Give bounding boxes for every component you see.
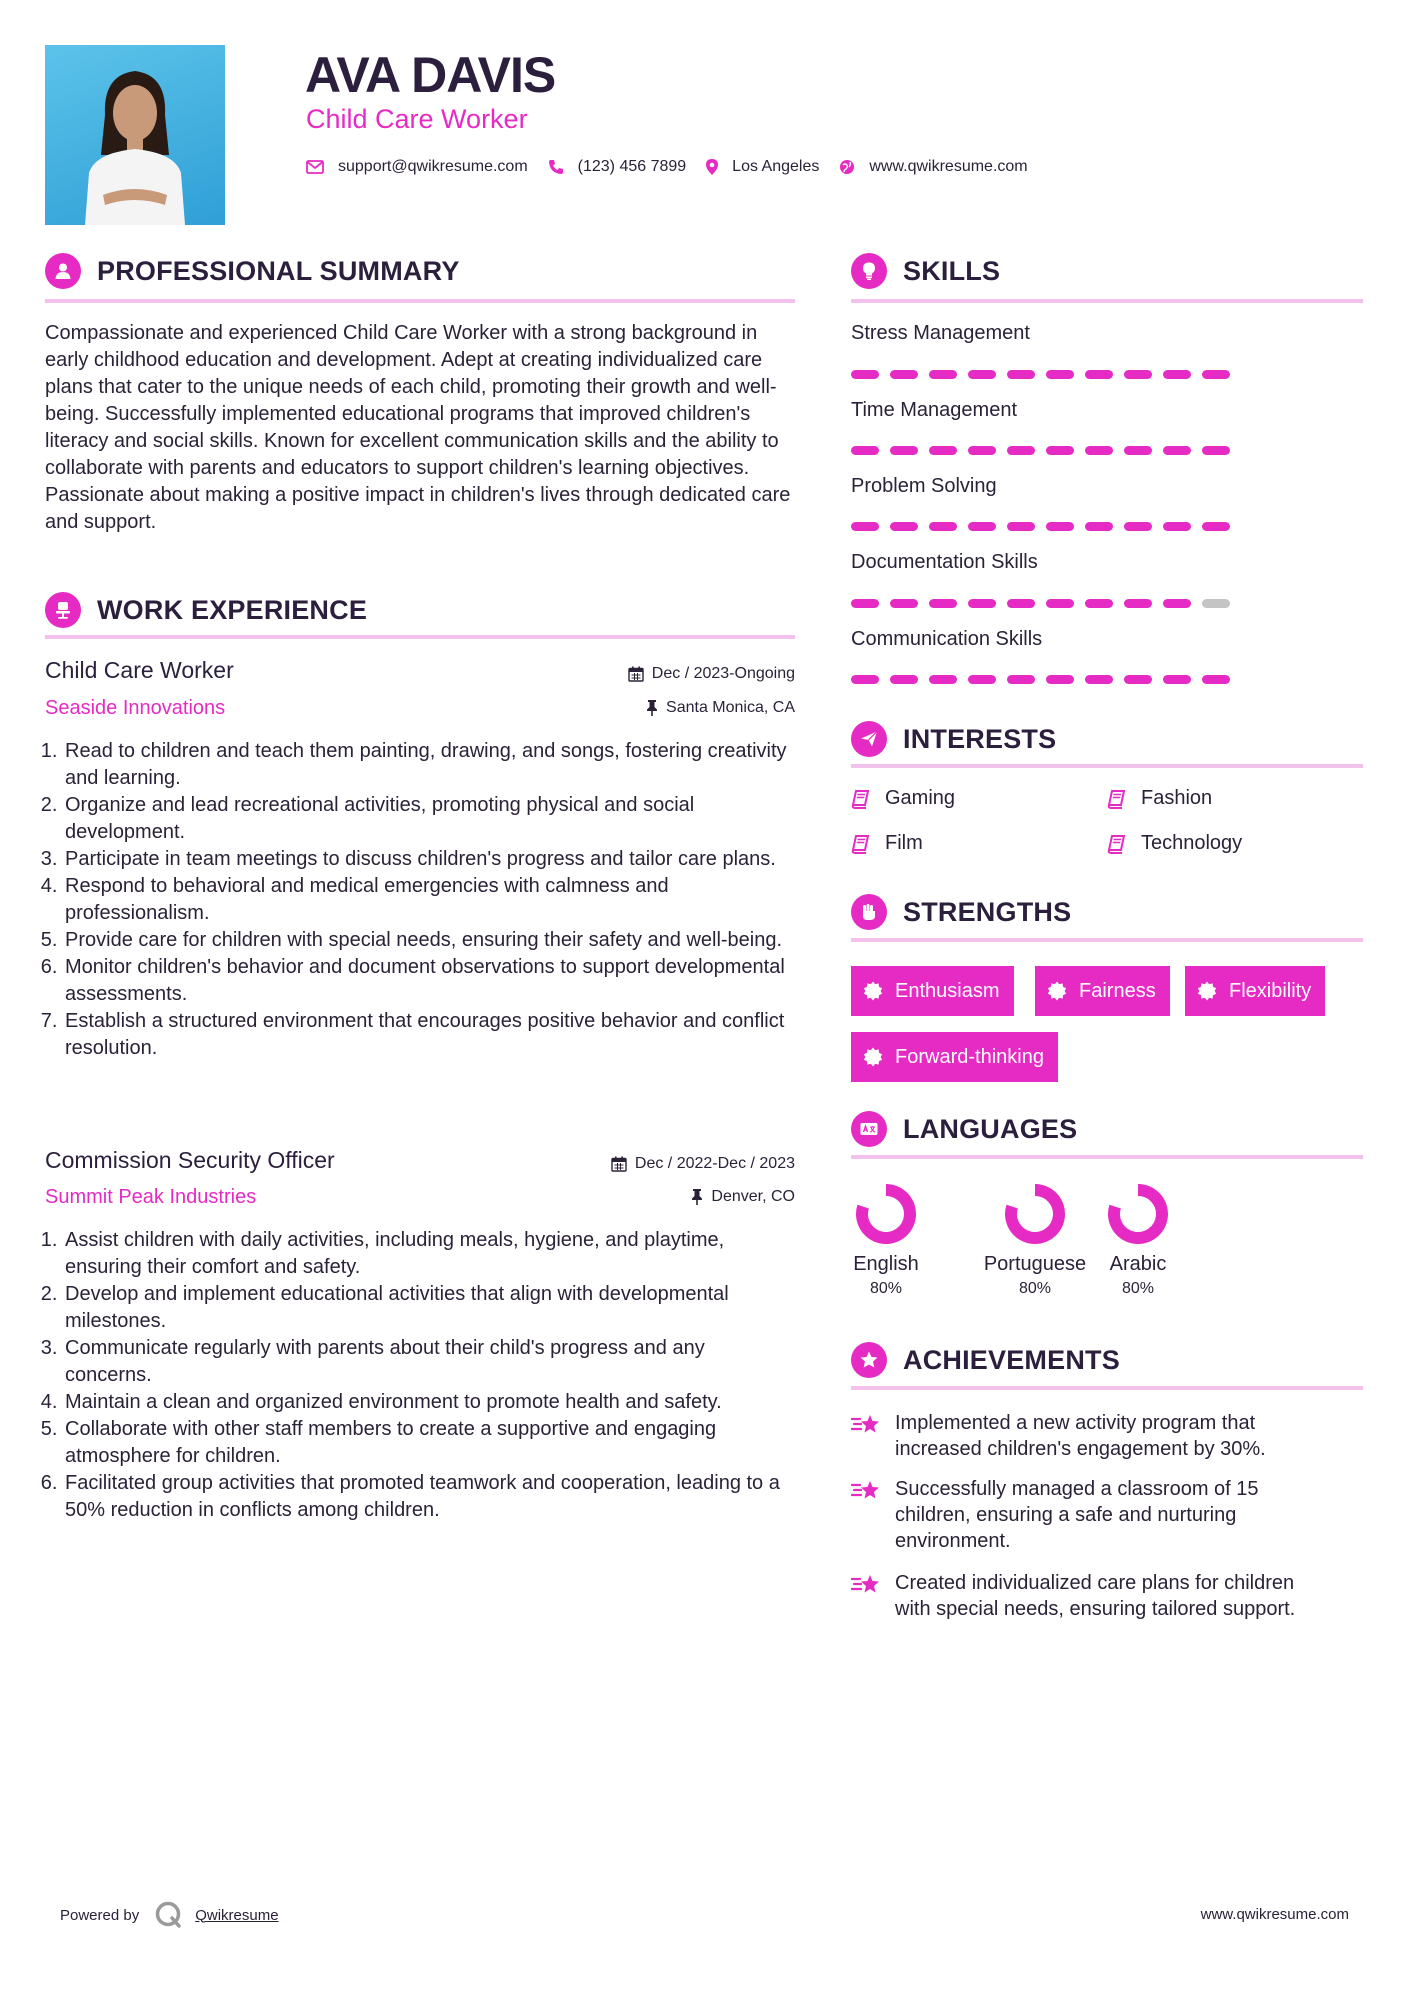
- strength-chip: [1035, 966, 1170, 1016]
- candidate-name: AVA DAVIS: [305, 47, 556, 103]
- duty-item: 7. Establish a structured environment that encourages positive behavior and conflict resolution.: [63, 1008, 795, 1062]
- profile-photo: [45, 45, 225, 225]
- interest-item: [851, 787, 955, 810]
- skill-meter: [851, 522, 1241, 531]
- summary-title: PROFESSIONAL SUMMARY: [97, 255, 460, 286]
- interest-item: [851, 832, 923, 855]
- skill-dash-filled: [1085, 599, 1113, 608]
- job-2-dates-text: Dec / 2022-Dec / 2023: [634, 1155, 795, 1172]
- skills-heading: [851, 253, 1000, 289]
- job-1-dates-text: Dec / 2023-Ongoing: [651, 665, 795, 682]
- skill-dash-filled: [1124, 446, 1152, 455]
- website-text: www.qwikresume.com: [869, 158, 1028, 175]
- skill-label-time-management: Time Management: [851, 399, 1017, 421]
- phone-text: (123) 456 7899: [577, 158, 687, 175]
- candidate-role: Child Care Worker: [306, 104, 528, 134]
- envelope-icon: [306, 160, 324, 174]
- skill-dash-filled: [890, 522, 918, 531]
- skill-dash-empty: [1202, 599, 1230, 608]
- duty-item: 3. Communicate regularly with parents about their child's progress and any concerns.: [63, 1335, 795, 1389]
- calendar-icon: [628, 666, 644, 682]
- duty-item: 6. Monitor children's behavior and document observations to support developmental assessments.: [63, 954, 795, 1008]
- interests-divider: [851, 764, 1363, 768]
- fist-icon: [851, 894, 887, 930]
- translate-icon: [851, 1111, 887, 1147]
- strength-chip: [851, 966, 1014, 1016]
- skills-title: SKILLS: [903, 255, 1001, 286]
- language-ring: [1106, 1182, 1170, 1246]
- calendar-icon: [611, 1156, 627, 1172]
- languages-divider: [851, 1155, 1363, 1159]
- skill-dash-filled: [1163, 370, 1191, 379]
- job-2-location: [691, 1188, 795, 1206]
- book-icon: [1107, 834, 1127, 854]
- strength-label: Flexibility: [1229, 979, 1312, 1002]
- skill-dash-filled: [851, 370, 879, 379]
- skill-dash-filled: [851, 522, 879, 531]
- footer-powered-by: [60, 1900, 279, 1930]
- job-1-dates: [628, 665, 795, 683]
- interest-item: [1107, 787, 1212, 810]
- footer-website[interactable]: www.qwikresume.com: [1200, 1906, 1349, 1923]
- interest-label: Fashion: [1141, 787, 1213, 809]
- skill-dash-filled: [1202, 370, 1230, 379]
- badge-burst-icon: [863, 1047, 883, 1067]
- duty-item: 2. Organize and lead recreational activities, promoting physical and social development.: [63, 792, 795, 846]
- skill-label-stress-management: Stress Management: [851, 322, 1030, 344]
- skill-dash-filled: [929, 675, 957, 684]
- strengths-heading: [851, 894, 1071, 930]
- achievements-heading: [851, 1342, 1120, 1378]
- interest-label: Gaming: [885, 787, 956, 809]
- skill-dash-filled: [1046, 599, 1074, 608]
- summary-text: Compassionate and experienced Child Care Worker with a strong background in early childhood education and development. Adept at creating individualized care plans that cater to the unique needs of each child, promoting their growth and well-being. Successfully implemented educational programs that improved children's literacy and social skills. Known for excellent communication skills and the ability to collaborate with parents and educators to support children's learning objectives. Passionate about making a positive impact in children's lives through dedicated care and support.: [45, 322, 791, 533]
- duty-item: 1. Read to children and teach them painting, drawing, and songs, fostering creativity and learning.: [63, 738, 795, 792]
- interests-heading: [851, 721, 1056, 757]
- skill-dash-filled: [1124, 599, 1152, 608]
- skill-meter: [851, 675, 1241, 684]
- contact-email[interactable]: [306, 158, 528, 176]
- achievement-text: Successfully managed a classroom of 15 children, ensuring a safe and nurturing environment.: [895, 1478, 1259, 1552]
- skill-label-problem-solving: Problem Solving: [851, 475, 997, 497]
- duty-item: 5. Collaborate with other staff members to create a supportive and engaging atmosphere for children.: [63, 1416, 795, 1470]
- email-text: support@qwikresume.com: [338, 158, 528, 175]
- language-ring: [854, 1182, 918, 1246]
- experience-title: WORK EXPERIENCE: [97, 594, 368, 625]
- duty-item: 4. Respond to behavioral and medical emergencies with calmness and professionalism.: [63, 873, 795, 927]
- skill-dash-filled: [890, 675, 918, 684]
- skill-dash-filled: [1085, 522, 1113, 531]
- interest-item: [1107, 832, 1242, 855]
- contact-location: [706, 158, 819, 176]
- job-1-location: [646, 699, 795, 717]
- skill-dash-filled: [968, 522, 996, 531]
- skill-dash-filled: [890, 599, 918, 608]
- pushpin-icon: [691, 1189, 703, 1205]
- duty-item: 2. Develop and implement educational activities that align with developmental milestones.: [63, 1281, 795, 1335]
- skill-dash-filled: [1046, 675, 1074, 684]
- strength-chip: [1185, 966, 1325, 1016]
- skill-dash-filled: [890, 446, 918, 455]
- strengths-title: STRENGTHS: [903, 896, 1072, 927]
- skill-dash-filled: [851, 675, 879, 684]
- book-icon: [1107, 789, 1127, 809]
- job-2-location-text: Denver, CO: [711, 1188, 795, 1205]
- badge-burst-icon: [863, 981, 883, 1001]
- briefcase-chair-icon: [45, 592, 81, 628]
- skill-dash-filled: [1085, 370, 1113, 379]
- skill-dash-filled: [968, 599, 996, 608]
- interest-label: Technology: [1141, 832, 1243, 854]
- strengths-divider: [851, 938, 1363, 942]
- language-name: Arabic: [1109, 1253, 1167, 1275]
- shooting-star-icon: [851, 1413, 883, 1437]
- skill-dash-filled: [1085, 675, 1113, 684]
- skill-dash-filled: [1085, 446, 1113, 455]
- skill-dash-filled: [1007, 599, 1035, 608]
- interest-label: Film: [885, 832, 923, 854]
- language-name: English: [853, 1253, 919, 1275]
- experience-divider: [45, 635, 795, 639]
- badge-burst-icon: [1197, 981, 1217, 1001]
- skill-meter: [851, 370, 1241, 379]
- language-percent: 80%: [1018, 1280, 1052, 1297]
- badge-burst-icon: [1047, 981, 1067, 1001]
- skill-dash-filled: [1007, 446, 1035, 455]
- duty-item: 5. Provide care for children with special needs, ensuring their safety and well-being.: [63, 927, 795, 954]
- skill-dash-filled: [851, 446, 879, 455]
- language-ring-arc: [1011, 1190, 1059, 1238]
- language-name: Portuguese: [983, 1253, 1087, 1275]
- skill-meter: [851, 599, 1241, 608]
- star-badge-icon: [851, 1342, 887, 1378]
- shooting-star-icon: [851, 1479, 883, 1503]
- skill-dash-filled: [929, 599, 957, 608]
- user-icon: [45, 253, 81, 289]
- paper-plane-icon: [851, 721, 887, 757]
- achievement-item: [851, 1410, 1331, 1462]
- language-percent: 80%: [1121, 1280, 1155, 1297]
- book-icon: [851, 834, 871, 854]
- job-2-title: Commission Security Officer: [45, 1147, 335, 1173]
- skill-dash-filled: [1124, 675, 1152, 684]
- job-1-company: Seaside Innovations: [45, 697, 226, 719]
- skill-label-communication-skills: Communication Skills: [851, 628, 1043, 650]
- skill-dash-filled: [929, 446, 957, 455]
- skill-dash-filled: [1124, 370, 1152, 379]
- strength-label: Enthusiasm: [895, 979, 1000, 1002]
- strength-chip: [851, 1032, 1058, 1082]
- achievement-text: Implemented a new activity program that increased children's engagement by 30%.: [895, 1412, 1266, 1460]
- skill-dash-filled: [1046, 522, 1074, 531]
- qwikresume-link[interactable]: Qwikresume: [195, 1906, 279, 1924]
- skill-dash-filled: [1202, 675, 1230, 684]
- achievement-item: [851, 1570, 1331, 1622]
- lightbulb-icon: [851, 253, 887, 289]
- skill-label-documentation-skills: Documentation Skills: [851, 551, 1038, 573]
- skill-dash-filled: [1202, 446, 1230, 455]
- job-1-duties: [45, 738, 795, 1062]
- skill-dash-filled: [929, 370, 957, 379]
- language-item: [980, 1182, 1090, 1298]
- language-ring: [1003, 1182, 1067, 1246]
- skill-dash-filled: [968, 446, 996, 455]
- summary-heading: [45, 253, 460, 289]
- skill-dash-filled: [1163, 446, 1191, 455]
- skill-dash-filled: [1007, 675, 1035, 684]
- skill-dash-filled: [1202, 522, 1230, 531]
- summary-divider: [45, 299, 795, 303]
- shooting-star-icon: [851, 1573, 883, 1597]
- skill-dash-filled: [1046, 446, 1074, 455]
- duty-item: 3. Participate in team meetings to discuss children's progress and tailor care plans.: [63, 846, 795, 873]
- job-2-company: Summit Peak Industries: [45, 1186, 257, 1208]
- language-ring-arc: [862, 1190, 910, 1238]
- language-item: [1083, 1182, 1193, 1298]
- contact-website[interactable]: [839, 158, 1027, 176]
- language-ring-arc: [1114, 1190, 1162, 1238]
- skill-dash-filled: [1163, 522, 1191, 531]
- skill-dash-filled: [1046, 370, 1074, 379]
- skill-dash-filled: [1007, 522, 1035, 531]
- skill-meter: [851, 446, 1241, 455]
- duty-item: 4. Maintain a clean and organized environment to promote health and safety.: [63, 1389, 795, 1416]
- skill-dash-filled: [1163, 599, 1191, 608]
- contact-bar: [306, 158, 1048, 176]
- pushpin-icon: [646, 700, 658, 716]
- achievement-text: Created individualized care plans for children with special needs, ensuring tailored support.: [895, 1572, 1296, 1620]
- achievement-item: [851, 1476, 1331, 1554]
- qwikresume-logo-icon: [153, 1900, 185, 1930]
- book-icon: [851, 789, 871, 809]
- interests-title: INTERESTS: [903, 723, 1057, 754]
- phone-icon: [548, 159, 564, 175]
- contact-phone[interactable]: [548, 158, 687, 176]
- achievements-title: ACHIEVEMENTS: [903, 1344, 1120, 1375]
- skill-dash-filled: [890, 370, 918, 379]
- job-2-dates: [611, 1155, 795, 1173]
- skill-dash-filled: [1124, 522, 1152, 531]
- strength-label: Forward-thinking: [895, 1045, 1044, 1068]
- skill-dash-filled: [968, 675, 996, 684]
- skill-dash-filled: [1007, 370, 1035, 379]
- globe-icon: [839, 159, 855, 175]
- job-2-duties: [45, 1227, 795, 1524]
- map-pin-icon: [706, 159, 718, 175]
- skill-dash-filled: [1163, 675, 1191, 684]
- skill-dash-filled: [968, 370, 996, 379]
- job-1-title: Child Care Worker: [45, 657, 234, 683]
- strength-label: Fairness: [1079, 979, 1156, 1002]
- skill-dash-filled: [851, 599, 879, 608]
- experience-heading: [45, 592, 367, 628]
- duty-item: 6. Facilitated group activities that promoted teamwork and cooperation, leading to a 50% reduction in conflicts among children.: [63, 1470, 795, 1524]
- powered-by-text: Powered by: [60, 1906, 140, 1924]
- language-item: [831, 1182, 941, 1298]
- language-percent: 80%: [869, 1280, 903, 1297]
- duty-item: 1. Assist children with daily activities, including meals, hygiene, and playtime, ensuring their comfort and safety.: [63, 1227, 795, 1281]
- job-1-location-text: Santa Monica, CA: [666, 699, 795, 716]
- languages-title: LANGUAGES: [903, 1113, 1078, 1144]
- languages-heading: [851, 1111, 1077, 1147]
- skills-divider: [851, 299, 1363, 303]
- location-text: Los Angeles: [732, 158, 820, 175]
- skill-dash-filled: [929, 522, 957, 531]
- achievements-divider: [851, 1386, 1363, 1390]
